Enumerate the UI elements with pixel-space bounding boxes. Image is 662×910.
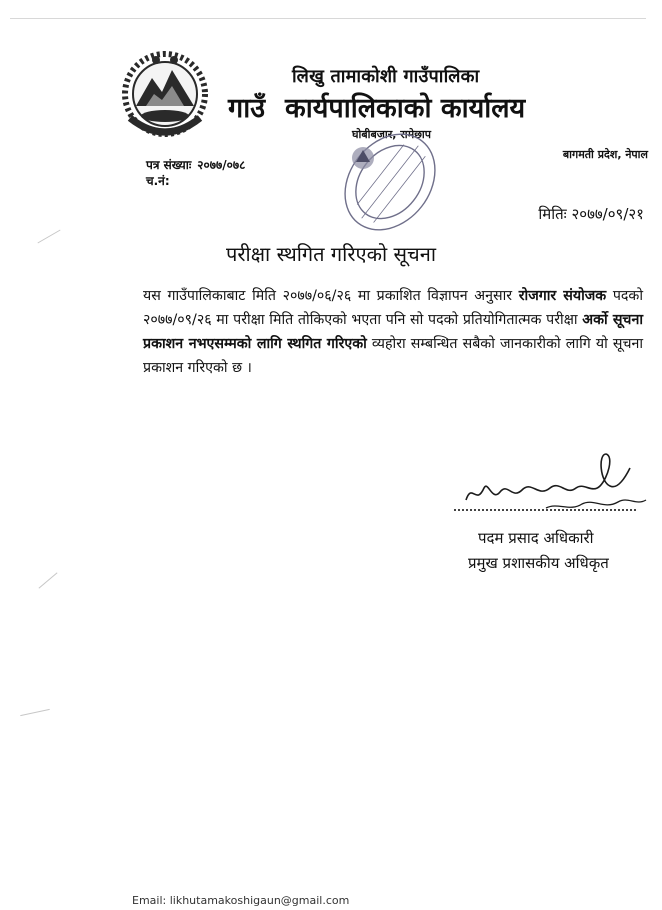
notice-body-part2: पदको २०७७/०९/२६ मा परीक्षा मिति तोकिएको भएता पनि सो पदको प्रतियोगितात्मक परीक्षा [143,288,643,328]
office-name: कार्यपालिकाको कार्यालय [285,93,526,124]
notice-postponed-phrase: अर्को सूचना प्रकाशन नभएसम्मको लागि स्थगित गरिएको [143,312,643,352]
footer-email: Email: likhutamakoshigaun@gmail.com [132,894,350,907]
signatory-name: पदम प्रसाद अधिकारी [478,529,594,547]
reference-number-label: पत्र संख्याः [146,158,192,172]
notice-title: परीक्षा स्थगित गरिएको सूचना [225,242,437,266]
notice-post-name: रोजगार संयोजक [518,288,607,304]
dispatch-number-label: च.नं: [146,174,170,188]
org-name-line2 [228,88,525,125]
reference-number-value: २०७७/०७८ [197,158,246,172]
province-address: बागमती प्रदेश, नेपाल [562,148,648,161]
office-stamp-icon [330,132,450,232]
signature-line [454,509,636,511]
notice-body-part3: व्यहोरा सम्बन्धित सबैको जानकारीको लागि यो सूचना प्रकाशन गरिएको छ । [143,336,644,376]
nepal-emblem-icon [116,48,214,140]
notice-body-part1: यस गाउँपालिकाबाट मिति २०७७/०६/२६ मा प्रकाशित विज्ञापन अनुसार [143,288,519,304]
issue-date: मितिः २०७७/०९/२१ [538,205,644,223]
reference-number [146,156,245,173]
top-border [10,18,646,19]
office-address: घोबीबजार, रामेछाप [352,128,432,141]
notice-body [143,284,643,380]
signature-icon [458,448,648,524]
scan-mark [38,572,57,588]
org-name-line1: लिखु तामाकोशी गाउँपालिका [292,66,480,87]
signatory-title: प्रमुख प्रशासकीय अधिकृत [468,554,609,572]
org-name-prefix: गाउँ [228,93,265,124]
scan-mark [20,709,50,716]
